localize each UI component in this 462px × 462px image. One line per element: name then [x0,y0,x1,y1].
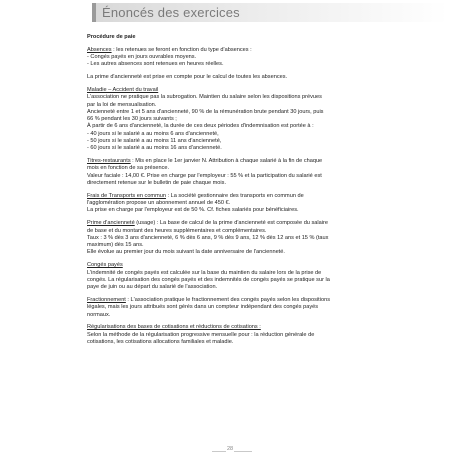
maladie-line: 66 % pendant les 30 jours suivants ; [87,116,177,123]
titres-line: mois en fonction de sa présence. [87,165,170,172]
prime-anc-line: de base et du montant des heures supplémentaires et complémentaires. [87,227,267,234]
regularisations-line: Selon la méthode de la régularisation progressive mensuelle pour : la réduction générale de [87,331,315,338]
absences-item: - Les autres absences sont retenues en heures réelles. [87,61,224,68]
section-regularisations [87,324,379,346]
absences-item: - Congés payés en jours ouvrables moyens. [87,54,197,61]
procedure-title: Procédure de paie [87,34,136,40]
maladie-line: - 50 jours si le salarié a au moins 11 ans d'ancienneté, [87,138,222,145]
transports-line: Frais de Transports en commun : La société gestionnaire des transports en commun de [87,192,304,199]
transports-line: La prise en charge par l'employeur est de 50 %. Cf. fiches salariés pour bénéficiaires. [87,207,299,214]
section-procedure [87,34,379,41]
document-body [87,34,379,346]
titres-line: Valeur faciale : 14,00 €. Prise en charge par l'employeur : 55 % et la participation du salarié est [87,172,322,179]
maladie-line: - 60 jours si le salarié a au moins 16 ans d'ancienneté. [87,145,222,152]
maladie-title: Maladie – Accident du travail [87,86,159,93]
conges-line: congés. La régularisation des congés payés et des indemnités de congés payés se pratique sur la [87,276,330,283]
maladie-line: Ancienneté entre 1 et 5 ans d'ancienneté, 90 % de la rémunération brute pendant 30 jours, puis [87,108,324,115]
fractionnement-line: légales, mais les jours attribués sont gérés dans un compteur indépendant des congés payés [87,304,319,311]
prime-anc-line: Taux : 3 % dès 3 ans d'ancienneté, 6 % dès 6 ans, 9 % dès 9 ans, 12 % dès 12 ans et 15 % (taux [87,234,329,241]
conges-line: L'indemnité de congés payés est calculée sur la base du maintien du salaire lors de la prise de [87,269,322,276]
page-title: Énoncés des exercices [102,5,240,20]
prime-note: La prime d'ancienneté est prise en compte pour le calcul de toutes les absences. [87,74,288,81]
prime-anc-line: maximum) dès 15 ans. [87,242,144,249]
header-accent-bar [92,3,96,22]
section-transports [87,193,379,215]
section-conges [87,262,379,291]
transports-line: l'agglomération propose un abonnement annuel de 450 €. [87,200,231,207]
prime-anc-line: Prime d'ancienneté (usage) : La base de calcul de la prime d'ancienneté est composée du salaire [87,220,328,227]
page-footer [212,446,252,456]
titres-line: Titres-restaurants : Mis en place le 1er janvier N. Attribution à chaque salarié à la fin de chaque [87,158,323,165]
maladie-line: À partir de 6 ans d'ancienneté, la durée de ces deux périodes d'indemnisation est portée à : [87,123,314,130]
section-absences [87,47,379,69]
regularisations-line: cotisations, les cotisations allocations familiales et maladie. [87,338,234,345]
absences-intro: Absences : les retenues se feront en fonction du type d'absences : [87,46,252,53]
maladie-line: L'association ne pratique pas la subrogation. Maintien du salaire selon les dispositions prévues [87,94,322,101]
fractionnement-line: Fractionnement : L'association pratique le fractionnement des congés payés selon les dispositions [87,296,330,303]
section-titres-restaurants [87,158,379,187]
maladie-line: - 40 jours si le salarié a au moins 6 ans d'ancienneté, [87,130,219,137]
prime-anc-line: Elle évolue au premier jour du mois suivant la date anniversaire de l'ancienneté. [87,249,285,256]
page-number: 28 [227,446,234,452]
page-header [92,3,448,22]
section-prime-note [87,74,379,81]
regularisations-title: Régularisations des bases de cotisations et réductions de cotisations : [87,324,261,331]
section-maladie [87,87,379,153]
conges-title: Congés payés [87,262,123,269]
maladie-line: par la loi de mensualisation. [87,101,157,108]
section-prime-anciennete [87,220,379,256]
conges-line: paye de juin ou au départ du salarié de l'association. [87,284,218,291]
titres-line: directement retenue sur le bulletin de paie chaque mois. [87,180,226,187]
section-fractionnement [87,297,379,319]
fractionnement-line: normaux. [87,311,111,318]
